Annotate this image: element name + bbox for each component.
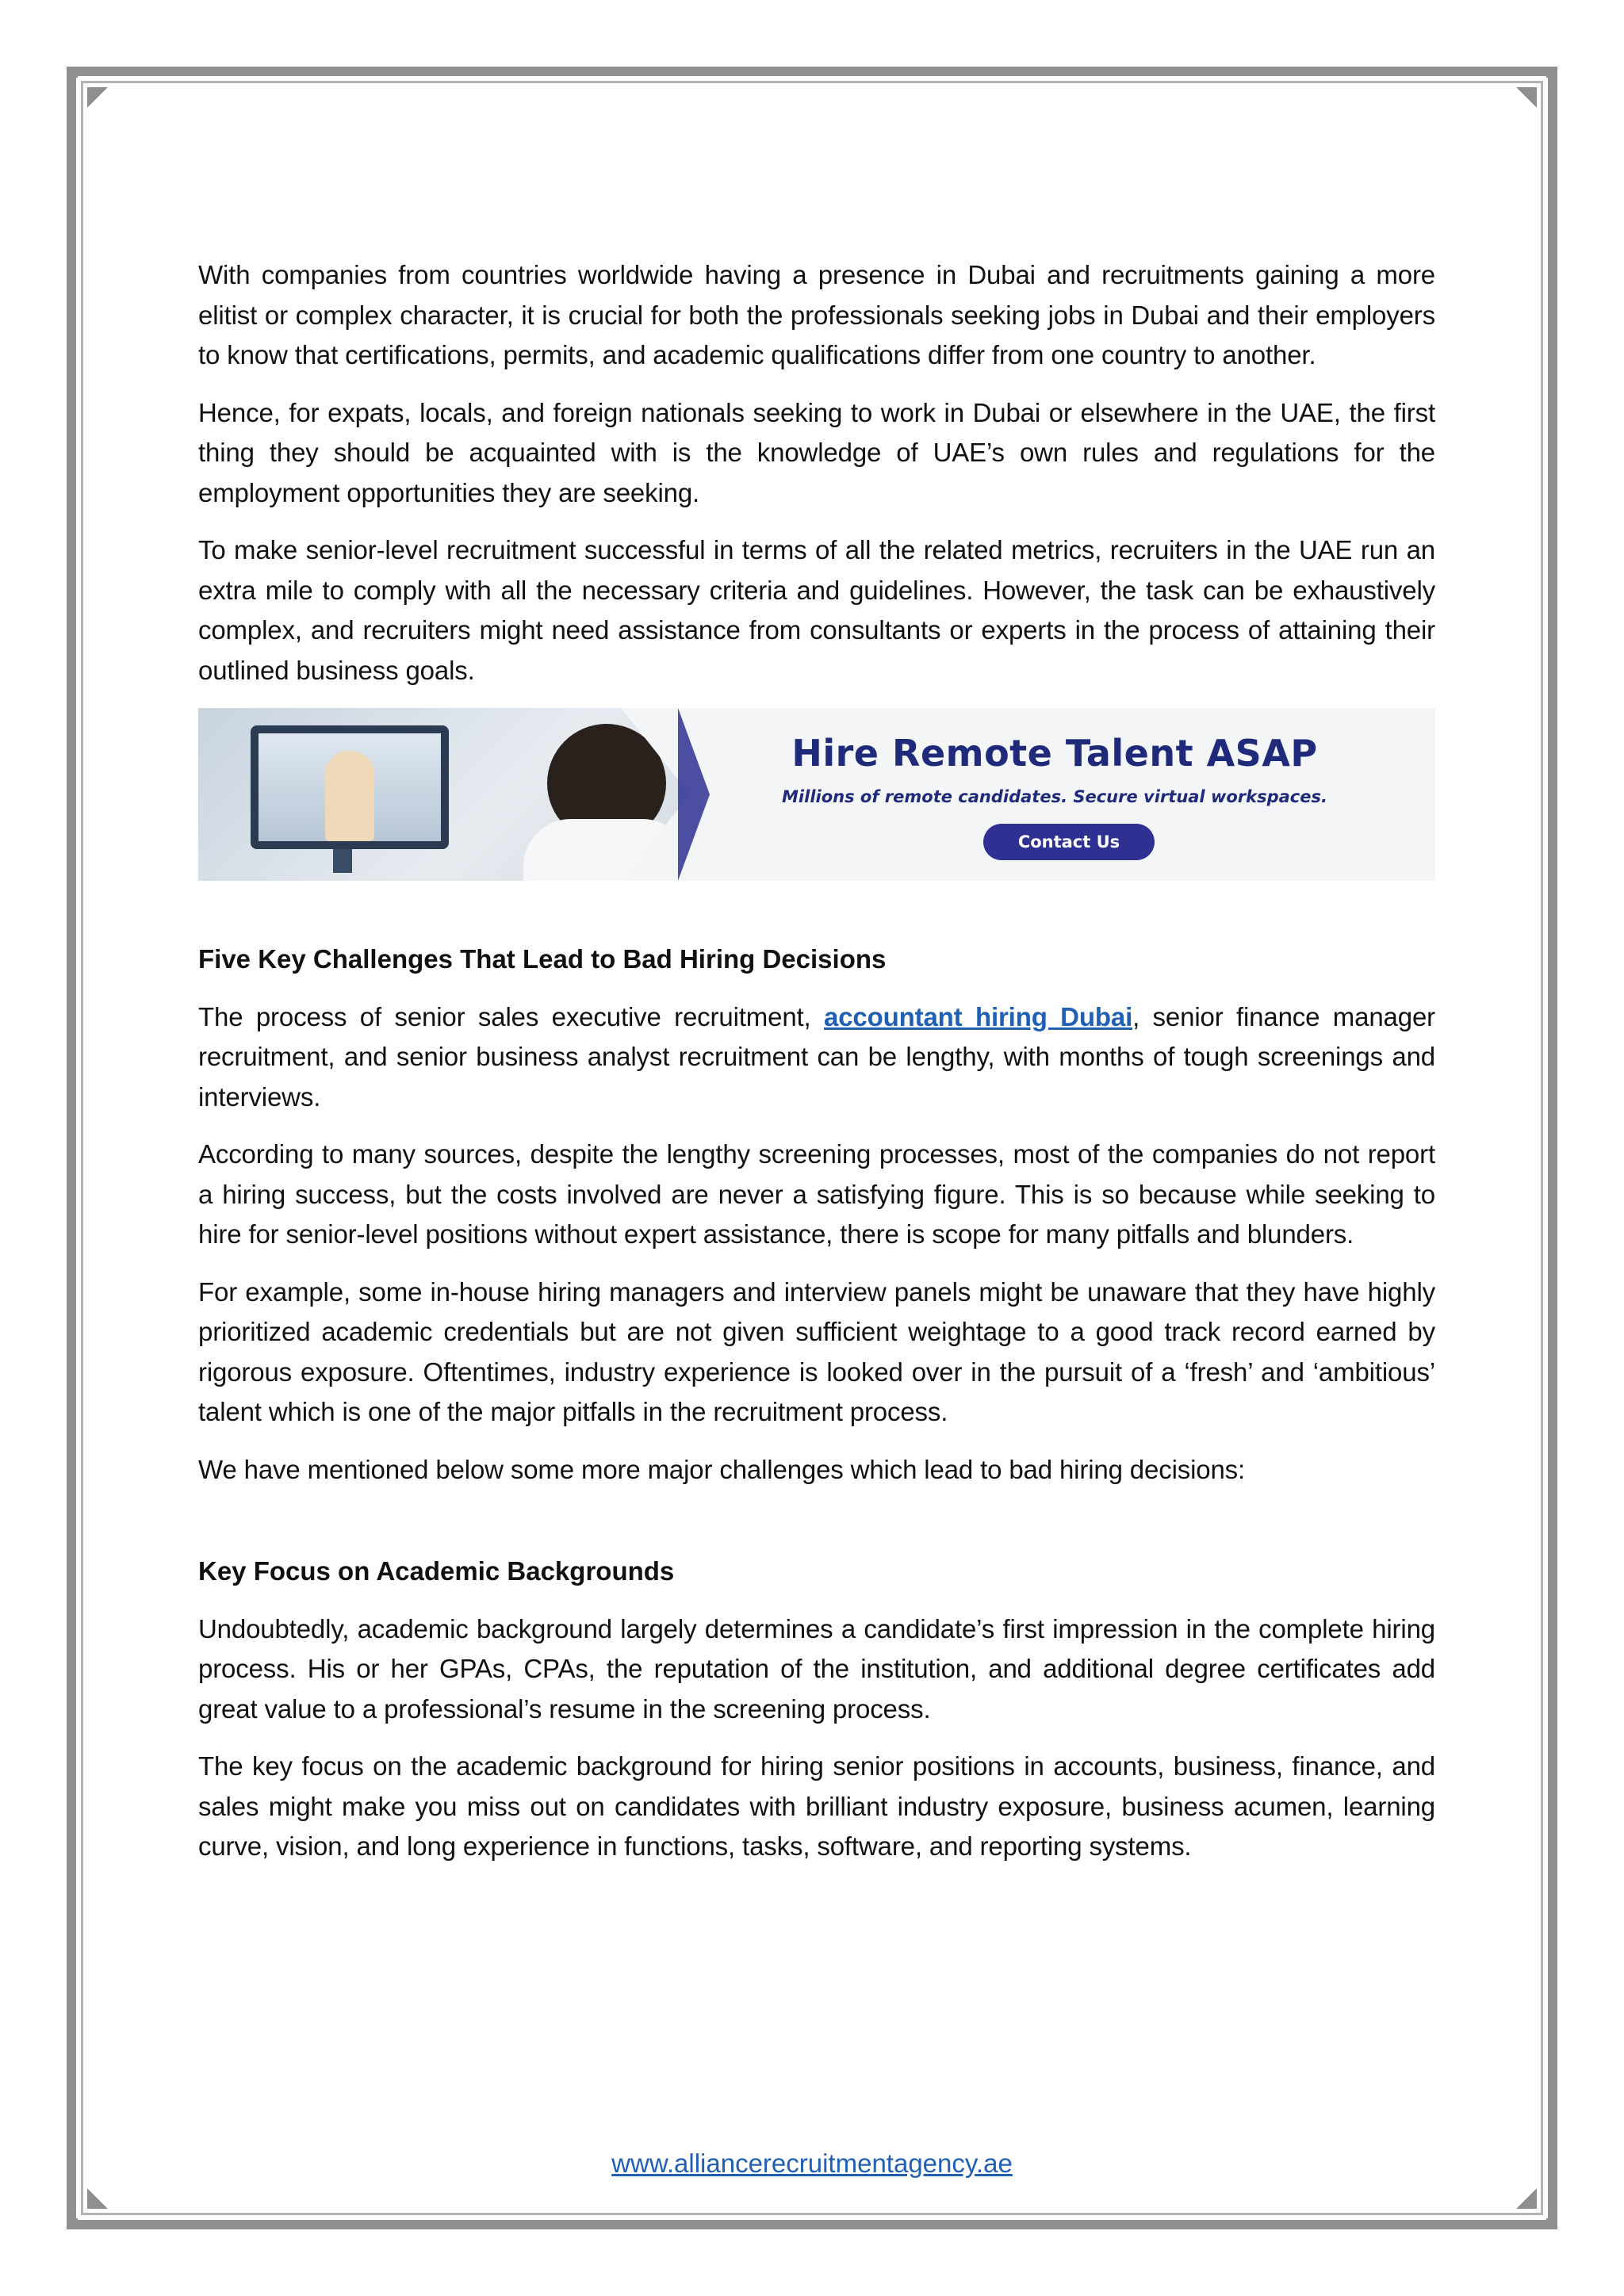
section1-paragraph-4: We have mentioned below some more major challenges which lead to bad hiring decisions: [198,1454,1246,1484]
contact-us-button[interactable]: Contact Us [983,824,1155,860]
banner-arrow-icon [678,708,710,881]
corner-square-bl [67,2218,78,2229]
intro-paragraph-2: Hence, for expats, locals, and foreign nationals seeking to work in Dubai or elsewhere in the UAE, the first thing they should be acquainted with is the knowledge of UAE’s own rules and regulations for the employment opportunities they are seeking. [198,397,1435,507]
banner-photo [198,708,690,881]
text-run: The process of senior sales executive recruitment, [198,1001,824,1031]
corner-square-tr [1546,67,1557,78]
corner-triangle-tl [87,87,108,108]
footer-website-link[interactable]: www.alliancerecruitmentagency.ae [611,2149,1013,2178]
intro-paragraph-3: To make senior-level recruitment successful in terms of all the related metrics, recruiters in the UAE run an extra mile to comply with all the necessary criteria and guidelines. However, the task can be exhaustively complex, and recruiters might need assistance from consultants or experts in the process of attaining their outlined business goals. [198,535,1435,685]
accountant-hiring-dubai-link[interactable]: accountant hiring Dubai [824,1001,1133,1031]
corner-square-br [1546,2218,1557,2229]
monitor-stand [333,849,352,873]
intro-paragraph-1: With companies from countries worldwide having a presence in Dubai and recruitments gaining a more elitist or complex character, it is crucial for both the professionals seeking jobs in Dubai and their employers to know that certifications, permits, and academic qualifications differ from one country to another. [198,260,1435,369]
hire-remote-talent-banner[interactable] [198,708,1435,881]
corner-triangle-tr [1516,87,1537,108]
woman-shoulders [523,819,690,881]
banner-subtitle: Millions of remote candidates. Secure virtual workspaces. [782,787,1327,806]
video-call-screen [259,733,441,841]
section1-paragraph-2: According to many sources, despite the lengthy screening processes, most of the companies do not report a hiring success, but the costs involved are never a satisfying figure. This is so because while seeking to hire for senior-level positions without expert assistance, there is scope for many pitfalls and blunders. [198,1139,1435,1249]
video-call-person-icon [325,751,374,841]
document-body [198,255,1435,1885]
banner-title: Hire Remote Talent ASAP [791,732,1318,775]
spacer [198,1507,1435,1552]
corner-triangle-br [1516,2188,1537,2209]
section-heading-academic: Key Focus on Academic Backgrounds [198,1556,675,1586]
section-heading-challenges: Five Key Challenges That Lead to Bad Hiring Decisions [198,944,887,974]
spacer [198,881,1435,939]
section2-paragraph-2: The key focus on the academic background for hiring senior positions in accounts, business, finance, and sales might make you miss out on candidates with brilliant industry exposure, business acumen, learning curve, vision, and long experience in functions, tasks, software, and reporting systems. [198,1751,1435,1861]
section1-paragraph-3: For example, some in-house hiring managers and interview panels might be unaware that they have highly prioritized academic credentials but are not given sufficient weightage to a good track record earned by rigorous exposure. Oftentimes, industry experience is looked over in the pursuit of a ‘fresh’ and ‘ambitious’ talent which is one of the major pitfalls in the recruitment process. [198,1276,1435,1426]
corner-square-tl [67,67,78,78]
monitor-icon [251,725,449,849]
section1-paragraph-1 [198,997,1435,1118]
section2-paragraph-1: Undoubtedly, academic background largely determines a candidate’s first impression in the complete hiring process. His or her GPAs, CPAs, the reputation of the institution, and additional degree certificates add great value to a professional’s resume in the screening process. [198,1613,1435,1724]
text-run: , senior finance manager recruitment, and senior business analyst recruitment can be lengthy, with months of tough screenings and interviews. [198,1001,1435,1112]
corner-triangle-bl [87,2188,108,2209]
